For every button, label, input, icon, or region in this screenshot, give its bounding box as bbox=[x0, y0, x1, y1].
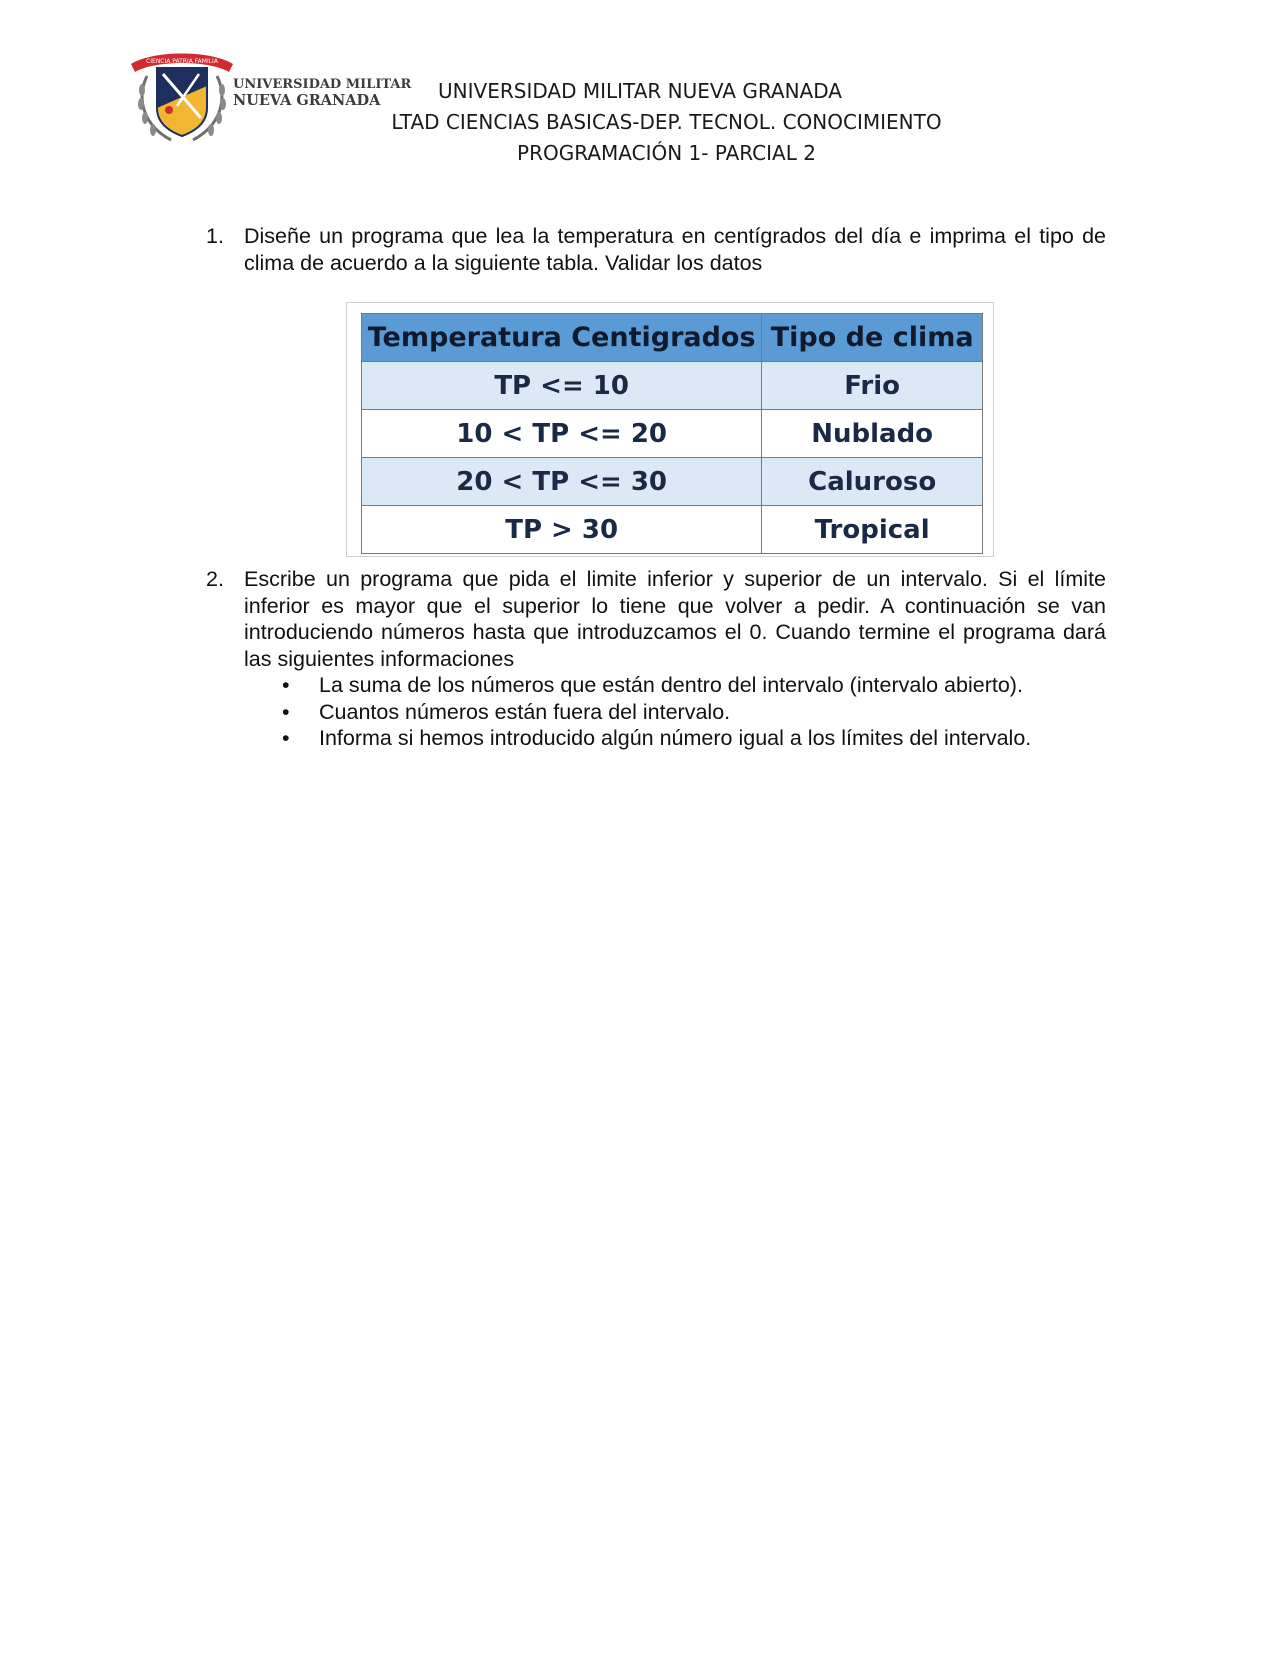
document-header bbox=[300, 76, 980, 169]
table-cell: TP > 30 bbox=[362, 506, 762, 554]
bullet-icon: • bbox=[282, 673, 290, 697]
table-cell: TP <= 10 bbox=[362, 362, 762, 410]
table-row bbox=[362, 506, 983, 554]
table-cell: 10 < TP <= 20 bbox=[362, 410, 762, 458]
list-item bbox=[244, 699, 1106, 726]
header-department: LTAD CIENCIAS BASICAS-DEP. TECNOL. CONOCIMIENTO bbox=[391, 110, 942, 134]
list-item bbox=[244, 672, 1106, 699]
list-item-text: Cuantos números están fuera del intervalo. bbox=[319, 699, 731, 724]
table-cell: 20 < TP <= 30 bbox=[362, 458, 762, 506]
table-header-cell: Tipo de clima bbox=[762, 314, 983, 362]
header-course: PROGRAMACIÓN 1- PARCIAL 2 bbox=[517, 141, 816, 165]
climate-table bbox=[361, 313, 983, 554]
table-header-row bbox=[362, 314, 983, 362]
question-text: Diseñe un programa que lea la temperatura en centígrados del día e imprima el tipo de clima de acuerdo a la siguiente tabla. Validar los datos bbox=[244, 224, 1106, 275]
table-header-cell: Temperatura Centigrados bbox=[362, 314, 762, 362]
table-cell: Nublado bbox=[762, 410, 983, 458]
header-university: UNIVERSIDAD MILITAR NUEVA GRANADA bbox=[438, 79, 842, 103]
logo-wordmark-line2: NUEVA GRANADA bbox=[233, 92, 381, 109]
question-text: Escribe un programa que pida el limite inferior y superior de un intervalo. Si el límite inferior es mayor que el superior lo tiene que volver a pedir. A continuación se van introduciendo números hasta que introduzcamos el 0. Cuando termine el programa dará las siguientes informaciones bbox=[244, 567, 1106, 671]
bullet-icon: • bbox=[282, 699, 290, 724]
logo-ribbon-text: CIENCIA PATRIA FAMILIA bbox=[146, 58, 218, 65]
logo-wordmark-line1: UNIVERSIDAD MILITAR bbox=[233, 77, 412, 92]
question-number: 2. bbox=[206, 567, 224, 591]
table-cell: Tropical bbox=[762, 506, 983, 554]
list-item bbox=[244, 725, 1106, 752]
list-item-text: Informa si hemos introducido algún número igual a los límites del intervalo. bbox=[319, 726, 1032, 750]
list-item-text: La suma de los números que están dentro del intervalo (intervalo abierto). bbox=[319, 673, 1023, 697]
question-1 bbox=[206, 223, 1106, 276]
table-row bbox=[362, 458, 983, 506]
table-row bbox=[362, 362, 983, 410]
question-number: 1. bbox=[206, 224, 224, 248]
climate-table-image bbox=[346, 302, 994, 557]
bullet-list bbox=[244, 672, 1106, 752]
table-row bbox=[362, 410, 983, 458]
table-cell: Frio bbox=[762, 362, 983, 410]
question-2 bbox=[206, 566, 1106, 752]
bullet-icon: • bbox=[282, 726, 290, 750]
table-cell: Caluroso bbox=[762, 458, 983, 506]
